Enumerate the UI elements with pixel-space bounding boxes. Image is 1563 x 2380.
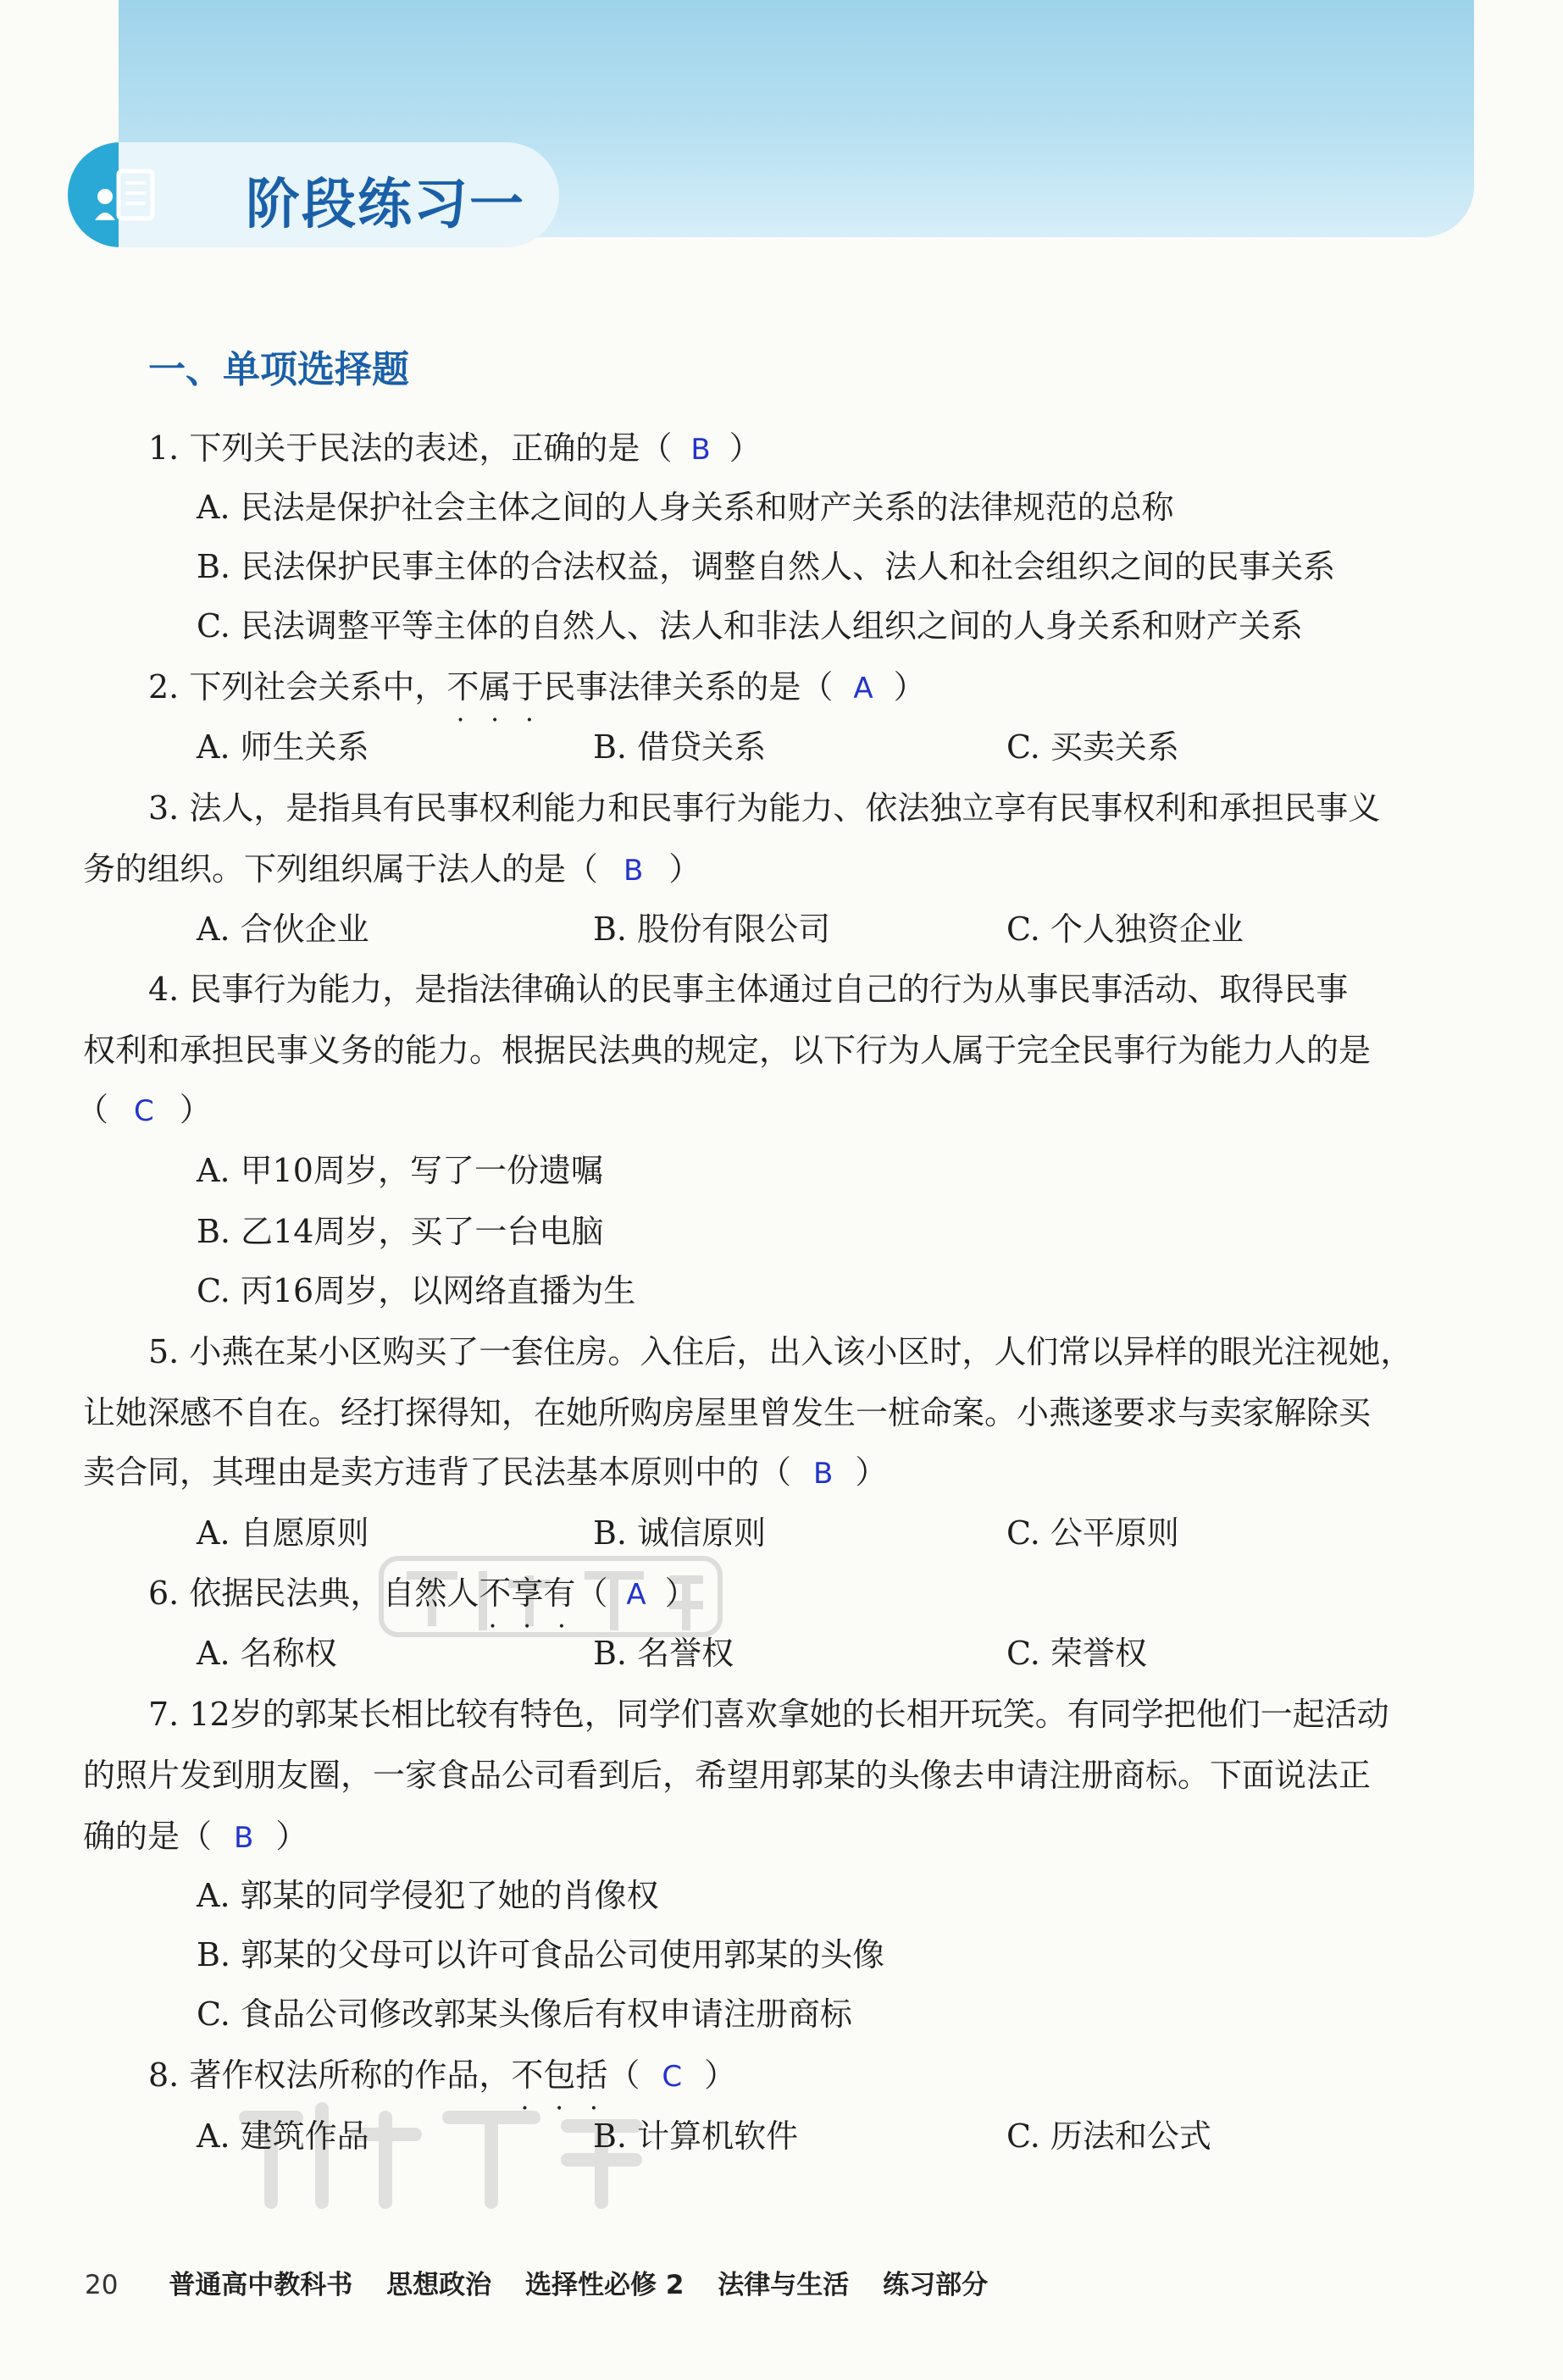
- question-3-line-1: 3. 法人，是指具有民事权利能力和民事行为能力、依法独立享有民事权利和承担民事义: [148, 789, 1381, 827]
- footer-part: 练习部分: [883, 2270, 989, 2300]
- question-4-answer: C: [134, 1094, 154, 1128]
- question-7-option-a: A. 郭某的同学侵犯了她的肖像权: [197, 1877, 659, 1914]
- exercise-list-icon: [91, 158, 159, 234]
- question-3-option-a: A. 合伙企业: [197, 910, 369, 948]
- question-8-option-a: A. 建筑作品: [197, 2117, 369, 2155]
- footer-subject: 思想政治: [386, 2270, 492, 2300]
- question-6-answer: A: [626, 1578, 646, 1612]
- footer-book: 普通高中教科书: [169, 2270, 353, 2300]
- footer-volume: 选择性必修 2: [525, 2270, 685, 2300]
- question-5-line-1: 5. 小燕在某小区购买了一套住房。入住后，出入该小区时，人们常以异样的眼光注视她，: [148, 1333, 1413, 1370]
- question-7-line-2: 的照片发到朋友圈，一家食品公司看到后，希望用郭某的头像去申请注册商标。下面说法正: [83, 1757, 1372, 1794]
- question-1-answer: B: [690, 433, 711, 467]
- question-6-stem: 6. 依据民法典，自然人不享有 • • •（ A ）: [148, 1573, 697, 1615]
- question-3-line-2: 务的组织。下列组织属于法人的是（ B ）: [83, 850, 701, 888]
- question-8-stem: 8. 著作权法所称的作品，不包括 • • •（ C ）: [148, 2055, 736, 2097]
- question-4-option-b: B. 乙14周岁，买了一台电脑: [197, 1213, 604, 1250]
- question-4-line-3: （ C ）: [76, 1091, 212, 1128]
- emphasis-not-belong: 不属于 • • •: [446, 668, 543, 706]
- question-8-answer: C: [662, 2060, 683, 2094]
- question-5-option-a: A. 自愿原则: [197, 1514, 369, 1552]
- question-1-option-b: B. 民法保护民事主体的合法权益，调整自然人、法人和社会组织之间的民事关系: [197, 548, 1336, 585]
- question-6-option-b: B. 名誉权: [593, 1635, 734, 1672]
- question-5-option-b: B. 诚信原则: [593, 1514, 767, 1552]
- question-5-line-2: 让她深感不自在。经打探得知，在她所购房屋里曾发生一桩命案。小燕遂要求与卖家解除买: [83, 1394, 1372, 1431]
- question-7-answer: B: [234, 1821, 254, 1855]
- question-8-option-c: C. 历法和公式: [1006, 2117, 1211, 2155]
- question-7-option-b: B. 郭某的父母可以许可食品公司使用郭某的头像: [197, 1936, 885, 1973]
- question-5-line-3: 卖合同，其理由是卖方违背了民法基本原则中的（ B ）: [83, 1453, 888, 1491]
- question-2-option-a: A. 师生关系: [197, 728, 369, 766]
- question-2-stem: 2. 下列社会关系中，不属于 • • •民事法律关系的是（ A ）: [148, 667, 926, 709]
- question-7-option-c: C. 食品公司修改郭某头像后有权申请注册商标: [197, 1995, 852, 2033]
- question-5-option-c: C. 公平原则: [1006, 1514, 1179, 1552]
- footer-course: 法律与生活: [718, 2270, 850, 2300]
- question-6-option-a: A. 名称权: [197, 1635, 337, 1672]
- question-1-stem: 1. 下列关于民法的表述，正确的是（ B ）: [148, 429, 762, 467]
- page-number: 20: [85, 2270, 119, 2300]
- question-6-option-c: C. 荣誉权: [1006, 1635, 1147, 1672]
- question-8-option-b: B. 计算机软件: [593, 2117, 799, 2155]
- question-2-option-c: C. 买卖关系: [1006, 728, 1179, 766]
- question-3-answer: B: [624, 854, 644, 888]
- question-2-answer: A: [853, 672, 873, 706]
- question-2-option-b: B. 借贷关系: [593, 728, 767, 766]
- question-3-option-b: B. 股份有限公司: [593, 910, 831, 948]
- question-7-line-3: 确的是（ B ）: [83, 1818, 308, 1855]
- page-footer: [85, 2263, 1013, 2301]
- question-4-option-c: C. 丙16周岁，以网络直播为生: [197, 1272, 636, 1309]
- question-5-answer: B: [813, 1457, 834, 1491]
- question-4-line-2: 权利和承担民事义务的能力。根据民法典的规定，以下行为人属于完全民事行为能力人的是: [83, 1032, 1372, 1069]
- page-title: 阶段练习一: [246, 174, 525, 236]
- question-4-line-1: 4. 民事行为能力，是指法律确认的民事主体通过自己的行为从事民事活动、取得民事: [148, 971, 1349, 1008]
- question-4-option-a: A. 甲10周岁，写了一份遗嘱: [197, 1152, 603, 1189]
- question-1-option-c: C. 民法调整平等主体的自然人、法人和非法人组织之间的人身关系和财产关系: [197, 607, 1303, 645]
- emphasis-not-include: 不包括 • • •: [511, 2056, 607, 2094]
- question-3-option-c: C. 个人独资企业: [1006, 910, 1244, 948]
- question-1-option-a: A. 民法是保护社会主体之间的人身关系和财产关系的法律规范的总称: [197, 489, 1174, 526]
- section-heading: 一、单项选择题: [148, 348, 409, 391]
- emphasis-not-enjoy: 不享有 • • •: [479, 1575, 575, 1612]
- question-7-line-1: 7. 12岁的郭某长相比较有特色，同学们喜欢拿她的长相开玩笑。有同学把他们一起活动: [148, 1696, 1389, 1733]
